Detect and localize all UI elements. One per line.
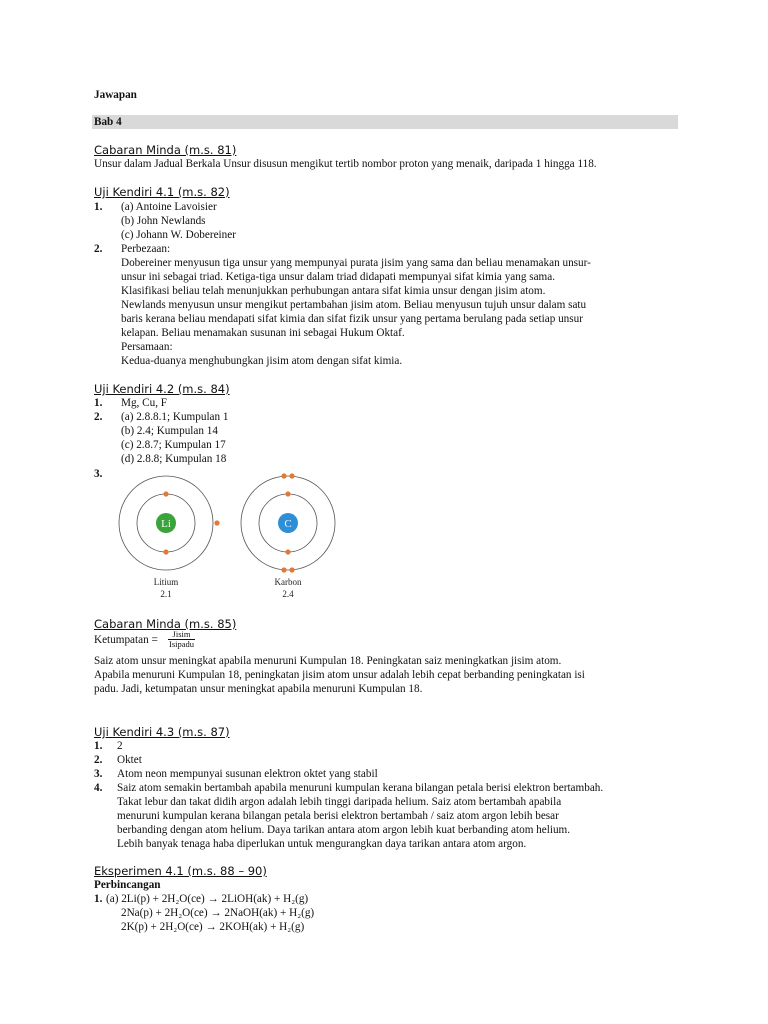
answer-line: berbanding dengan atom helium. Daya tarikan antara atom argon lebih kuat berbanding atom helium. xyxy=(117,824,571,836)
question-number: 2. xyxy=(94,243,103,255)
electron xyxy=(163,491,168,496)
answer-line: kelapan. Beliau menamakan susunan ini sebagai Hukum Oktaf. xyxy=(121,327,405,339)
atom-config: 2.4 xyxy=(282,589,294,599)
electron xyxy=(289,567,294,572)
question-number: 3. xyxy=(94,768,103,780)
answer-line: Oktet xyxy=(117,754,142,766)
section-heading-cabaran-85: Cabaran Minda (m.s. 85) xyxy=(94,617,237,631)
answer-line: (a) Antoine Lavoisier xyxy=(121,201,217,213)
formula-lhs: Ketumpatan = xyxy=(94,634,158,646)
atom-name: Karbon xyxy=(274,577,302,587)
answer-line: (b) 2.4; Kumpulan 14 xyxy=(121,425,218,437)
answer-line: Kedua-duanya menghubungkan jisim atom dengan sifat kimia. xyxy=(121,355,403,367)
equation-line: 2K(p) + 2H₂O(ce) → 2KOH(ak) + H₂(g) xyxy=(121,921,305,933)
answer-line: Atom neon mempunyai susunan elektron oktet yang stabil xyxy=(117,768,378,780)
section-heading-cabaran-81: Cabaran Minda (m.s. 81) xyxy=(94,143,237,157)
question-number: 1. xyxy=(94,740,103,752)
answer-line: Lebih banyak tenaga haba diperlukan untuk mengurangkan daya tarikan antara atom argon. xyxy=(117,838,527,850)
carbon-symbol: C xyxy=(284,518,292,530)
answer-line: menuruni kumpulan kerana bilangan petala berisi elektron bertambah / saiz atom argon lebih besar xyxy=(117,810,559,822)
answer-line: (b) John Newlands xyxy=(121,215,206,227)
question-number: 2. xyxy=(94,411,103,423)
question-number: 3. xyxy=(94,468,103,480)
answer-line: Klasifikasi beliau telah menunjukkan perhubungan antara sifat kimia unsur dengan jisim atom. xyxy=(121,285,546,297)
question-number: 1. xyxy=(94,893,103,905)
section-heading-uji-41: Uji Kendiri 4.1 (m.s. 82) xyxy=(94,185,230,199)
subheading-perbincangan: Perbincangan xyxy=(94,879,161,891)
answer-line: Persamaan: xyxy=(121,341,173,353)
electron-arrangement-diagram xyxy=(110,470,350,605)
electron xyxy=(281,567,286,572)
answer-line: Mg, Cu, F xyxy=(121,397,168,409)
electron xyxy=(214,520,219,525)
density-fraction xyxy=(168,630,195,649)
answer-line: Newlands menyusun unsur mengikut pertambahan jisim atom. Beliau menyusun tujuh unsur dalam satu xyxy=(121,299,587,311)
atom-config: 2.1 xyxy=(160,589,172,599)
chapter-bar xyxy=(92,115,678,129)
answer-line: (d) 2.8.8; Kumpulan 18 xyxy=(121,453,227,465)
answer-line: (a) 2.8.8.1; Kumpulan 1 xyxy=(121,411,229,423)
paragraph-line: Apabila menuruni Kumpulan 18, peningkatan jisim atom unsur adalah lebih cepat berbanding peningkatan isi xyxy=(94,669,585,681)
paragraph-line: Saiz atom unsur meningkat apabila menuruni Kumpulan 18. Peningkatan saiz meningkatkan jisim atom. xyxy=(94,655,562,667)
page-title: Jawapan xyxy=(94,89,137,101)
question-number: 4. xyxy=(94,782,103,794)
section-heading-eksperimen: Eksperimen 4.1 (m.s. 88 – 90) xyxy=(94,864,267,878)
answer-line: 2 xyxy=(117,740,123,752)
electron xyxy=(289,473,294,478)
cabaran-81-text: Unsur dalam Jadual Berkala Unsur disusun mengikut tertib nombor proton yang menaik, daripada 1 hingga 118. xyxy=(94,158,597,170)
answer-line: baris kerana beliau mendapati sifat kimia dan sifat fizik unsur yang pertama berulang pada setiap unsur xyxy=(121,313,583,325)
lithium-atom-diagram xyxy=(119,476,220,599)
answer-line: Dobereiner menyusun tiga unsur yang mempunyai purata jisim yang sama dan beliau menamakan unsur- xyxy=(121,257,591,269)
fraction-numerator: Jisim xyxy=(168,630,195,640)
fraction-denominator: Isipadu xyxy=(169,639,195,649)
equation-line: 2Na(p) + 2H₂O(ce) → 2NaOH(ak) + H₂(g) xyxy=(121,907,315,919)
atom-name: Litium xyxy=(153,577,179,587)
question-number: 1. xyxy=(94,201,103,213)
answer-line: Takat lebur dan takat didih argon adalah lebih tinggi daripada helium. Saiz atom bertambah apabila xyxy=(117,796,562,808)
lithium-symbol: Li xyxy=(161,518,171,530)
section-heading-uji-43: Uji Kendiri 4.3 (m.s. 87) xyxy=(94,725,230,739)
section-heading-uji-42: Uji Kendiri 4.2 (m.s. 84) xyxy=(94,382,230,396)
answer-line: (c) 2.8.7; Kumpulan 17 xyxy=(121,439,226,451)
carbon-atom-diagram xyxy=(241,473,335,599)
answer-line: unsur ini sebagai triad. Ketiga-tiga unsur dalam triad didapati mempunyai sifat kimia yang sama. xyxy=(121,271,556,283)
equation-line: (a) 2Li(p) + 2H₂O(ce) → 2LiOH(ak) + H₂(g) xyxy=(106,893,309,905)
electron xyxy=(281,473,286,478)
electron xyxy=(285,491,290,496)
answer-line: Perbezaan: xyxy=(121,243,171,255)
electron xyxy=(163,549,168,554)
paragraph-line: padu. Jadi, ketumpatan unsur meningkat apabila menuruni Kumpulan 18. xyxy=(94,683,423,695)
electron xyxy=(285,549,290,554)
answer-line: (c) Johann W. Dobereiner xyxy=(121,229,236,241)
question-number: 1. xyxy=(94,397,103,409)
question-number: 2. xyxy=(94,754,103,766)
answer-line: Saiz atom semakin bertambah apabila menuruni kumpulan kerana bilangan petala berisi elektron bertambah. xyxy=(117,782,604,794)
chapter-label: Bab 4 xyxy=(94,116,122,128)
